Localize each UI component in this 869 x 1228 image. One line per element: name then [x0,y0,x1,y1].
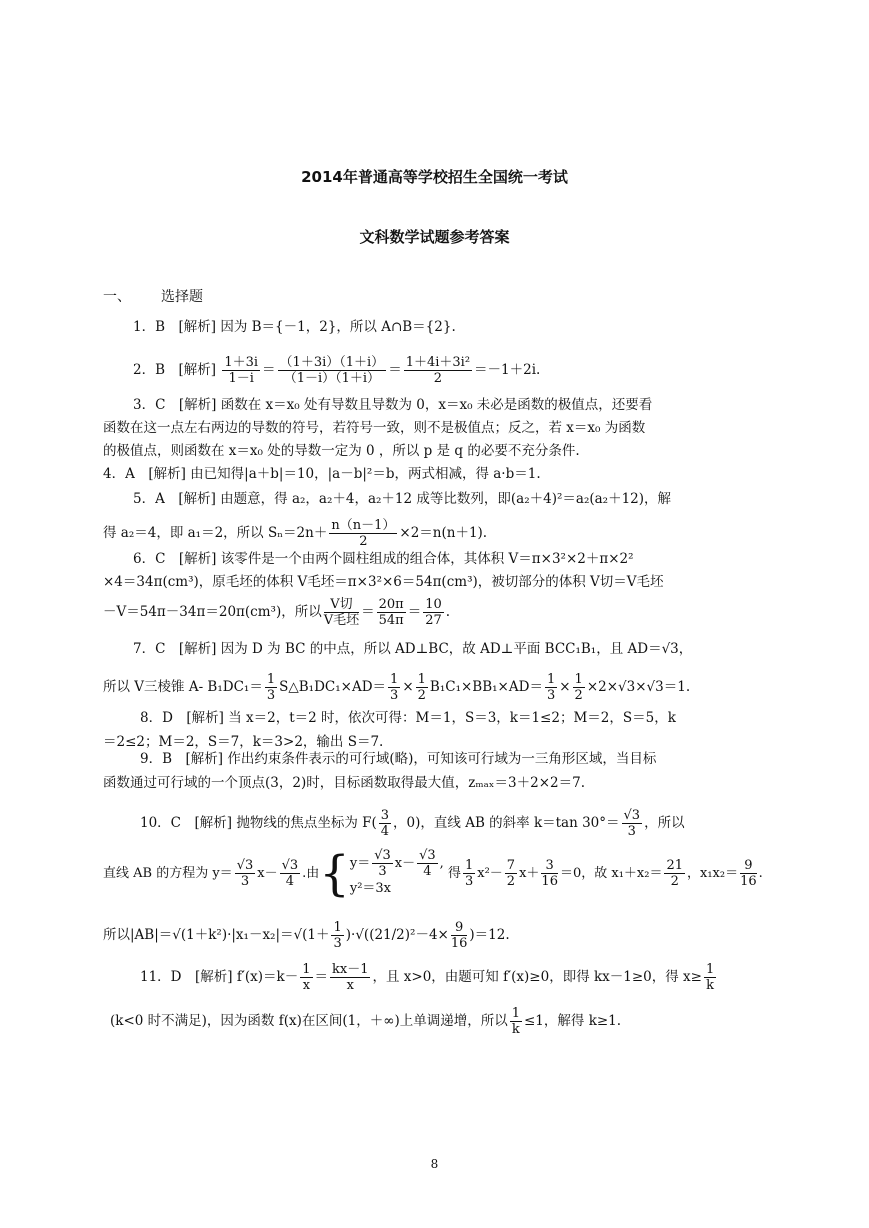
answer-10-line-2: 直线 AB 的方程为 y＝ $\frac{√3}{3}$ x－ $\frac{√3}{4}$ .由{ y＝ $\frac{√3}{3}$ x－ $\frac{√3}{4}$ , y²＝3x 得 $\frac{1}{3}$ x²－ $\frac{7}{2}$ x＋ $\frac{3}{16}$ ＝0，故 x₁＋x₂＝ $\frac{21}{2}$ ，x₁x₂＝ $\frac{9}{16}$ . [103,845,763,902]
answer-7-fraction-1: $\frac{1}{3}$ [266,672,276,703]
answer-7-line-1: 7．C [解析] 因为 D 为 BC 的中点，所以 AD⊥BC，故 AD⊥平面 BCC₁B₁，且 AD＝√3， [133,641,693,657]
exam-title: 2014年普通高等学校招生全国统一考试 [301,168,568,186]
answer-7-fraction-3: $\frac{1}{2}$ [417,672,426,703]
answer-10-fraction-g: $\frac{3}{16}$ [541,858,558,889]
system-brace: { [319,845,350,902]
answer-7-fraction-4: $\frac{1}{3}$ [546,672,556,703]
answer-6-line-3: －V＝54π－34π＝20π(cm³)，所以 $\frac{\text{V切}}{\text{V毛坯}}$ ＝ $\frac{20\pi}{54\pi}$ ＝ $\frac{10}{27}$ . [103,597,451,628]
exam-subtitle: 文科数学试题参考答案 [359,228,510,246]
answer-10-fraction-j: $\frac{1}{3}$ [333,920,342,951]
answer-10-slope-fraction: $\frac{√3}{3}$ [623,808,641,839]
answer-11-fraction-a: $\frac{1}{x}$ [302,962,311,993]
answer-7-line-2: 所以 V三棱锥 A- B₁DC₁＝ $\frac{1}{3}$ S△B₁DC₁×AD＝ $\frac{1}{3}$ × $\frac{1}{2}$ B₁C₁×BB₁×AD＝ $\frac{1}{3}$ × $\frac{1}{2}$ ×2×√3×√3＝1. [103,672,691,703]
answer-6-line-1: 6．C [解析] 该零件是一个由两个圆柱组成的组合体，其体积 V＝π×3²×2＋π×2² [133,551,634,567]
answer-2-lead: 2．B [解析] [133,362,217,378]
answer-10-fraction-f: $\frac{7}{2}$ [506,858,516,889]
answer-5-line-2: 得 a₂＝4，即 a₁＝2，所以 Sₙ＝2n＋ $\frac{n(n-1)}{2}$ ×2＝n(n＋1). [103,518,488,549]
answer-5-line-1: 5．A [解析] 由题意，得 a₂，a₂＋4，a₂＋12 成等比数列，即(a₂＋4)²＝a₂(a₂＋12)，解 [133,491,672,507]
answer-7-fraction-5: $\frac{1}{2}$ [574,672,583,703]
answer-2-fraction-1: $\frac{1+3i}{1-i}$ [224,355,259,386]
answer-7-fraction-2: $\frac{1}{3}$ [390,672,399,703]
section-number: 一、 [103,289,131,305]
answer-1: 1．B [解析] 因为 B＝{－1，2}，所以 A∩B＝{2}. [133,319,456,335]
answer-9-line-2: 函数通过可行域的一个顶点(3，2)时，目标函数取得最大值，zₘₐₓ＝3＋2×2＝7. [103,775,585,791]
answer-10-fraction-a: $\frac{√3}{3}$ [236,858,254,889]
answer-3-line-2: 函数在这一点左右两边的导数的符号，若符号一致，则不是极值点；反之，若 x＝x₀ 为函数 [103,420,646,436]
answer-10-fraction-e: $\frac{1}{3}$ [464,858,474,889]
page-number: 8 [430,1157,439,1171]
answer-11-fraction-b: $\frac{kx-1}{x}$ [332,962,369,993]
answer-10-fraction-d: $\frac{√3}{4}$ [419,848,436,879]
answer-11-fraction-c: $\frac{1}{k}$ [705,962,715,993]
answer-6-fraction-1: $\frac{\text{V切}}{\text{V毛坯}}$ [323,597,360,628]
answer-6-line-2: ×4＝34π(cm³)，原毛坯的体积 V毛坯＝π×3²×6＝54π(cm³)，被切部分的体积 V切＝V毛坯 [103,574,664,590]
answer-5-fraction: $\frac{n(n-1)}{2}$ [331,518,396,549]
answer-10-fraction-c: $\frac{√3}{3}$ [374,848,391,879]
answer-10-line-3: 所以|AB|＝√(1＋k²)·|x₁－x₂|＝√(1＋ $\frac{1}{3}$ )·√((21/2)²－4× $\frac{9}{16}$ )＝12. [103,920,510,951]
answer-6-fraction-3: $\frac{10}{27}$ [425,597,442,628]
answer-10-line-1: 10．C [解析] 抛物线的焦点坐标为 F( $\frac{3}{4}$ ，0)，直线 AB 的斜率 k＝tan 30°＝ $\frac{√3}{3}$ ，所以 [140,808,685,839]
answer-4: 4．A [解析] 由已知得|a＋b|＝10，|a－b|²＝b，两式相减，得 a·b＝1. [103,466,541,482]
answer-11-line-2: (k<0 时不满足)，因为函数 f(x)在区间(1，＋∞)上单调递增，所以 $\frac{1}{k}$ ≤1，解得 k≥1. [110,1006,622,1037]
answer-2: 2．B [解析] $\frac{1+3i}{1-i}$ ＝ $\frac{(1+3i)(1+i)}{(1-i)(1+i)}$ ＝ $\frac{\text{1＋4i＋3i²}}{2}$ ＝－1＋2i. [133,355,541,386]
section-heading [103,286,203,306]
answer-9-line-1: 9．B [解析] 作出约束条件表示的可行域(略)，可知该可行域为一三角形区域，当目标 [140,751,657,767]
answer-2-fraction-3: $\frac{\text{1＋4i＋3i²}}{2}$ [405,355,471,386]
answer-6-fraction-2: $\frac{20\pi}{54\pi}$ [378,597,404,628]
section-label: 选择题 [161,289,203,305]
answer-10-fraction-h: $\frac{21}{2}$ [666,858,684,889]
answer-10-fraction-b: $\frac{√3}{4}$ [281,858,299,889]
answer-10-fraction-i: $\frac{9}{16}$ [740,858,757,889]
answer-10-focus-fraction: $\frac{3}{4}$ [380,808,390,839]
answer-2-tail: ＝－1＋2i. [474,362,541,378]
answer-2-fraction-2: $\frac{(1+3i)(1+i)}{(1-i)(1+i)}$ [279,355,385,386]
answer-8-line-1: 8．D [解析] 当 x＝2，t＝2 时，依次可得：M＝1，S＝3，k＝1≤2；M＝2，S＝5，k [140,710,676,726]
equation-system: y＝ $\frac{√3}{3}$ x－ $\frac{√3}{4}$ , y²＝3x [349,848,444,896]
answer-11-fraction-d: $\frac{1}{k}$ [511,1006,520,1037]
answer-11-line-1: 11．D [解析] f′(x)＝k－ $\frac{1}{x}$ ＝ $\frac{kx-1}{x}$ ，且 x>0，由题可知 f′(x)≥0，即得 kx－1≥0，得 x≥ $\frac{1}{k}$ [140,962,715,993]
answer-8-line-2: ＝2≤2；M＝2，S＝7，k＝3>2，输出 S＝7. [103,734,384,750]
answer-3-line-1: 3．C [解析] 函数在 x＝x₀ 处有导数且导数为 0，x＝x₀ 未必是函数的极值点，还要看 [133,397,653,413]
answer-3-line-3: 的极值点，则函数在 x＝x₀ 处的导数一定为 0 ，所以 p 是 q 的必要不充分条件. [103,443,580,459]
answer-10-fraction-k: $\frac{9}{16}$ [450,920,468,951]
